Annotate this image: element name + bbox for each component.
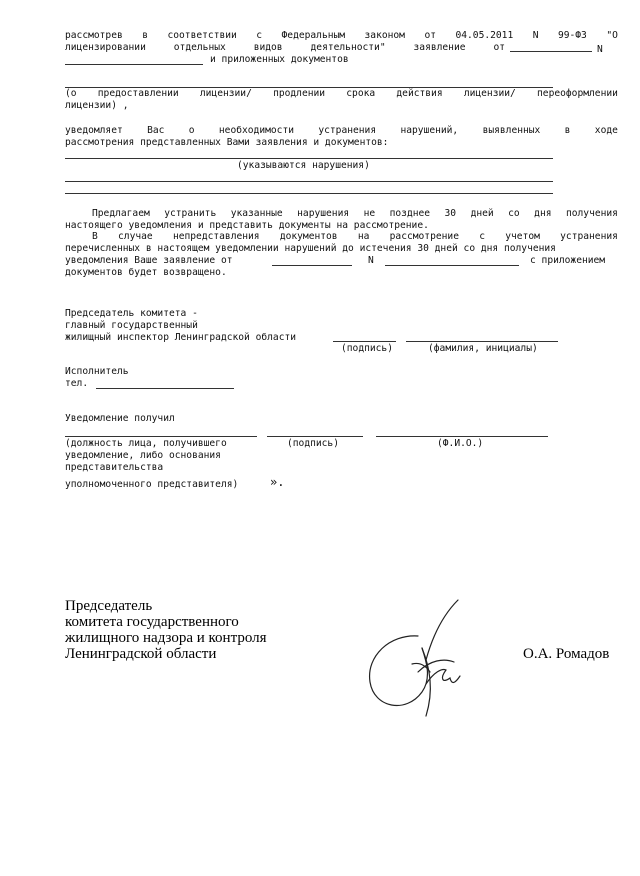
word: 04.05.2011 bbox=[455, 30, 514, 41]
receipt-position-caption-1: (должность лица, получившего bbox=[65, 438, 227, 449]
word: в bbox=[564, 125, 571, 136]
word: от bbox=[493, 42, 505, 53]
word: лицензии/ bbox=[463, 88, 516, 99]
proposal-line5-n: N bbox=[368, 255, 374, 266]
closing-quote: ». bbox=[270, 475, 285, 489]
word: устранения bbox=[560, 231, 618, 242]
word: в bbox=[142, 30, 149, 41]
word: "О bbox=[606, 30, 618, 41]
word: законом bbox=[364, 30, 405, 41]
chairman-signature-caption: (подпись) bbox=[341, 343, 393, 354]
receipt-signature-line bbox=[267, 436, 363, 437]
handwritten-signature bbox=[360, 598, 490, 720]
para1-line3: и приложенных документов bbox=[210, 54, 349, 65]
receipt-signature-caption: (подпись) bbox=[287, 438, 339, 449]
violations-line-2 bbox=[65, 181, 553, 182]
word: со bbox=[508, 208, 520, 219]
notify-line1 bbox=[65, 125, 618, 137]
chairman-title-1: Председатель комитета - bbox=[65, 308, 198, 319]
word: Вас bbox=[147, 125, 165, 136]
word: лицензии/ bbox=[199, 88, 252, 99]
word: о bbox=[188, 125, 195, 136]
word: (о bbox=[65, 88, 77, 99]
word: выявленных bbox=[482, 125, 541, 136]
receipt-position-caption-3: представительства bbox=[65, 462, 164, 473]
executor-label: Исполнитель bbox=[65, 366, 129, 377]
proposal-line1 bbox=[92, 208, 618, 220]
word: В bbox=[92, 231, 98, 242]
word: заявление bbox=[413, 42, 466, 53]
application-number-line bbox=[65, 64, 203, 65]
receipt-label: Уведомление получил bbox=[65, 413, 175, 424]
receipt-position-line bbox=[65, 436, 257, 437]
word: отдельных bbox=[173, 42, 226, 53]
word: деятельности" bbox=[310, 42, 386, 53]
word: с bbox=[479, 231, 485, 242]
para1-line2-n: N bbox=[597, 44, 603, 55]
options-line1 bbox=[65, 88, 618, 100]
receipt-position-caption-2: уведомление, либо основания bbox=[65, 450, 221, 461]
signoff-line-3: жилищного надзора и контроля bbox=[65, 630, 267, 646]
word: на bbox=[357, 231, 370, 242]
word: необходимости bbox=[218, 125, 294, 136]
signoff-line-2: комитета государственного bbox=[65, 614, 239, 630]
receipt-fio-caption: (Ф.И.О.) bbox=[437, 438, 484, 449]
executor-phone-label: тел. bbox=[65, 378, 89, 389]
chairman-title-3: жилищный инспектор Ленинградской области bbox=[65, 332, 297, 343]
application-date-line bbox=[510, 51, 592, 52]
word: видов bbox=[253, 42, 283, 53]
para1-line2 bbox=[65, 42, 505, 54]
word: не bbox=[363, 208, 376, 219]
violations-line-3 bbox=[65, 193, 553, 194]
executor-phone-line bbox=[96, 388, 234, 389]
word: ходе bbox=[594, 125, 618, 136]
word: N bbox=[532, 30, 539, 41]
word: Предлагаем bbox=[92, 208, 150, 219]
chairman-name-line bbox=[406, 341, 558, 342]
chairman-title-2: главный государственный bbox=[65, 320, 198, 331]
para1-line1 bbox=[65, 30, 618, 42]
chairman-signature-line bbox=[333, 341, 396, 342]
word: рассмотрев bbox=[65, 30, 123, 41]
proposal-line5-start: уведомления Ваше заявление от bbox=[65, 255, 233, 266]
word: продлении bbox=[273, 88, 326, 99]
word: переоформлении bbox=[537, 88, 618, 99]
word: нарушения bbox=[297, 208, 350, 219]
word: соответствии bbox=[167, 30, 237, 41]
signoff-name: О.А. Ромадов bbox=[523, 646, 610, 662]
proposal-line4: перечисленных в настоящем уведомлении нарушений до истечения 30 дней со дня получения bbox=[65, 243, 556, 254]
word: Федеральным bbox=[281, 30, 346, 41]
violations-line-1 bbox=[65, 158, 553, 159]
word: устранения bbox=[318, 125, 377, 136]
word: дней bbox=[470, 208, 494, 219]
violations-caption: (указываются нарушения) bbox=[237, 160, 370, 171]
word: 99-ФЗ bbox=[557, 30, 587, 41]
notify-line2: рассмотрения представленных Вами заявления и документов: bbox=[65, 137, 389, 148]
word: случае bbox=[118, 231, 153, 242]
word: 30 bbox=[444, 208, 457, 219]
return-date-line bbox=[272, 265, 352, 266]
word: устранить bbox=[164, 208, 217, 219]
return-number-line bbox=[385, 265, 519, 266]
proposal-line2: настоящего уведомления и представить документы на рассмотрение. bbox=[65, 220, 429, 231]
word: дня bbox=[534, 208, 552, 219]
chairman-name-caption: (фамилия, инициалы) bbox=[428, 343, 538, 354]
receipt-position-caption-4: уполномоченного представителя) bbox=[65, 479, 239, 490]
proposal-line3 bbox=[92, 231, 618, 243]
word: непредставления bbox=[172, 231, 260, 242]
proposal-line6: документов будет возвращено. bbox=[65, 267, 227, 278]
word: лицензировании bbox=[65, 42, 146, 53]
signoff-line-1: Председатель bbox=[65, 598, 153, 614]
word: действия bbox=[396, 88, 443, 99]
receipt-fio-line bbox=[376, 436, 548, 437]
word: срока bbox=[346, 88, 376, 99]
word: предоставлении bbox=[97, 88, 179, 99]
word: указанные bbox=[230, 208, 283, 219]
word: позднее bbox=[389, 208, 431, 219]
proposal-line5-end: с приложением bbox=[530, 255, 606, 266]
word: от bbox=[424, 30, 436, 41]
word: документов bbox=[279, 231, 338, 242]
options-line2: лицензии) , bbox=[65, 100, 129, 111]
signoff-line-4: Ленинградской области bbox=[65, 646, 217, 662]
word: с bbox=[256, 30, 263, 41]
word: получения bbox=[565, 208, 618, 219]
word: учетом bbox=[505, 231, 540, 242]
word: уведомляет bbox=[65, 125, 123, 136]
word: рассмотрение bbox=[389, 231, 459, 242]
word: нарушений, bbox=[400, 125, 459, 136]
